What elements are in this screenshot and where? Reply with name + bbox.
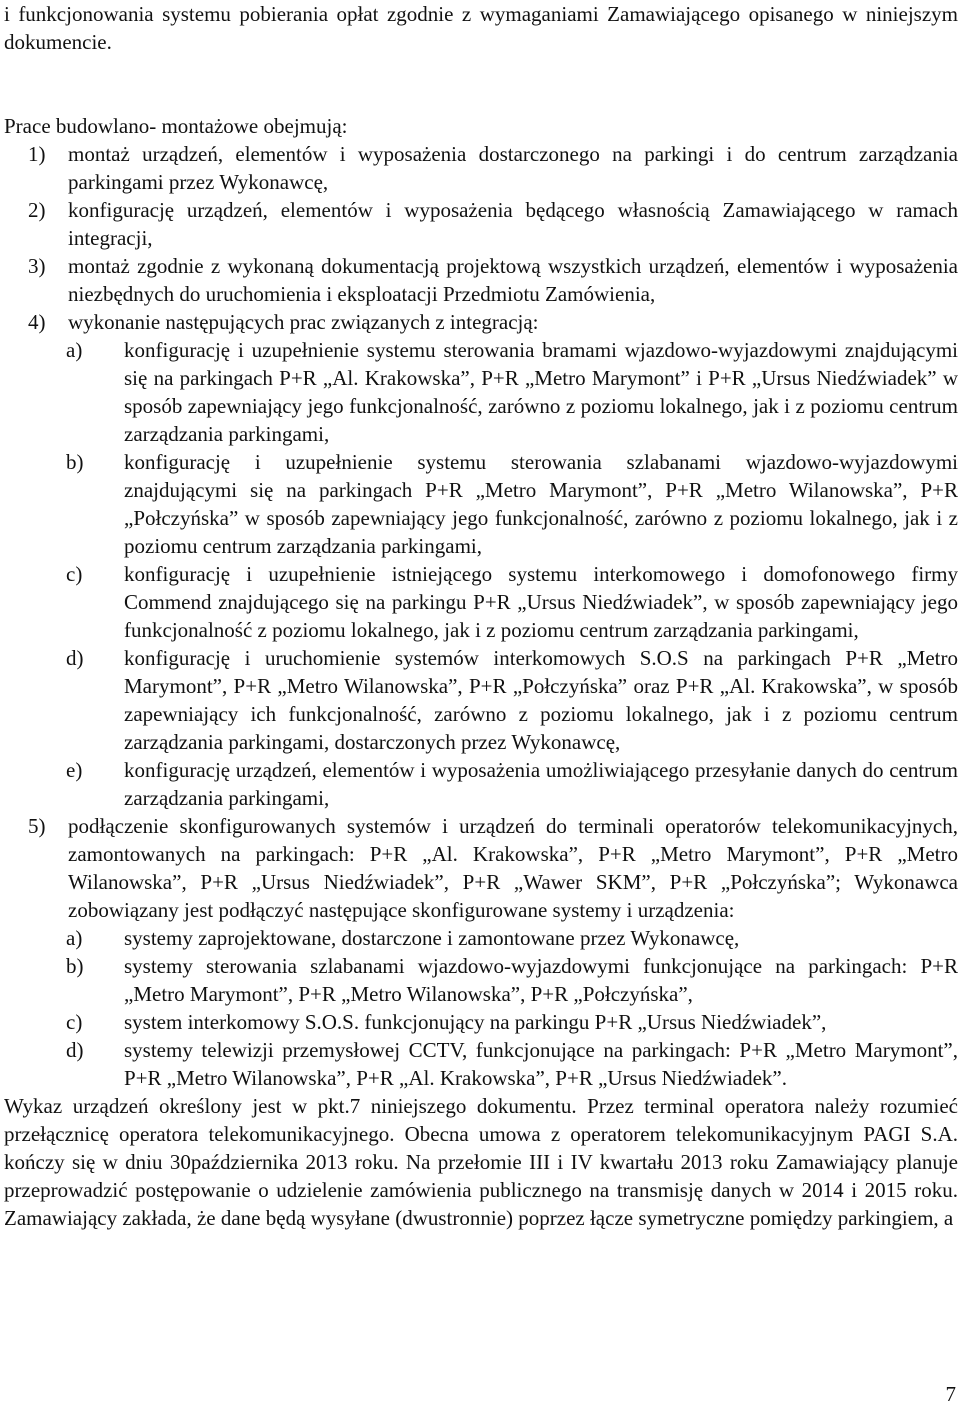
sub-list-letter: d) bbox=[66, 1038, 84, 1062]
sub-list-letter: c) bbox=[66, 1010, 83, 1034]
page-number: 7 bbox=[945, 1382, 956, 1406]
sub-item-4c bbox=[64, 560, 958, 644]
sub-list-text: konfigurację i uruchomienie systemów interkomowych S.O.S na parkingach P+R „Metro Marymont”, P+R „Metro Wilanowska”, P+R „Połczyńska” oraz P+R „Al. Krakowska”, w sposób zapewniający ich funkcjonalność, zarówno z poziomu lokalnego, jak i z poziomu centrum zarządzania parkingami, dostarczonych przez Wykonawcę, bbox=[124, 646, 958, 754]
sub-item-4d bbox=[64, 644, 958, 756]
sub-list-letter: a) bbox=[66, 926, 83, 950]
list-text: montaż zgodnie z wykonaną dokumentacją projektową wszystkich urządzeń, elementów i wyposażenia niezbędnych do uruchomienia i eksploatacji Przedmiotu Zamówienia, bbox=[68, 254, 958, 306]
list-number: 1) bbox=[28, 142, 46, 166]
sub-item-5c bbox=[64, 1008, 958, 1036]
sub-item-5d bbox=[64, 1036, 958, 1092]
list-number: 4) bbox=[28, 310, 46, 334]
list-item-1 bbox=[4, 140, 958, 196]
list-item-5 bbox=[4, 812, 958, 924]
sub-list-text: systemy zaprojektowane, dostarczone i zamontowane przez Wykonawcę, bbox=[124, 926, 740, 950]
list-text: montaż urządzeń, elementów i wyposażenia dostarczonego na parkingi i do centrum zarządzania parkingami przez Wykonawcę, bbox=[68, 142, 958, 194]
sub-list-text: systemy telewizji przemysłowej CCTV, funkcjonujące na parkingach: P+R „Metro Marymont”, P+R „Metro Wilanowska”, P+R „Al. Krakowska”, P+R „Ursus Niedźwiadek”. bbox=[124, 1038, 958, 1090]
list-item-3 bbox=[4, 252, 958, 308]
sub-list-letter: d) bbox=[66, 646, 84, 670]
sub-list-letter: e) bbox=[66, 758, 83, 782]
sub-list-letter: a) bbox=[66, 338, 83, 362]
list-number: 2) bbox=[28, 198, 46, 222]
sub-item-4a bbox=[64, 336, 958, 448]
closing-paragraph: Wykaz urządzeń określony jest w pkt.7 niniejszego dokumentu. Przez terminal operatora należy rozumieć przełącznicę operatora telekomunikacyjnego. Obecna umowa z operatorem telekomunikacyjnym PAGI S.A. kończy się w dniu 30października 2013 roku. Na przełomie III i IV kwartału 2013 roku Zamawiający planuje przeprowadzić postępowanie o udzielenie zamówienia publicznego na transmisję danych w 2014 i 2015 roku. Zamawiający zakłada, że dane będą wysyłane (dwustronnie) poprzez łącze symetryczne pomiędzy parkingiem, a bbox=[4, 1094, 958, 1230]
list-text: podłączenie skonfigurowanych systemów i urządzeń do terminali operatorów telekomunikacyjnych, zamontowanych na parkingach: P+R „Al. Krakowska”, P+R „Metro Marymont”, P+R „Metro Wilanowska”, P+R „Ursus Niedźwiadek”, P+R „Wawer SKM”, P+R „Połczyńska”; Wykonawca zobowiązany jest podłączyć następujące skonfigurowane systemy i urządzenia: bbox=[68, 814, 958, 922]
list-item-2 bbox=[4, 196, 958, 252]
sub-list-letter: c) bbox=[66, 562, 83, 586]
sub-list-letter: b) bbox=[66, 450, 84, 474]
list-number: 5) bbox=[28, 814, 46, 838]
document-page bbox=[4, 0, 958, 1232]
sub-item-5a bbox=[64, 924, 958, 952]
sub-list-text: konfigurację i uzupełnienie systemu sterowania szlabanami wjazdowo-wyjazdowymi znajdującymi się na parkingach P+R „Metro Marymont”, P+R „Metro Wilanowska”, P+R „Połczyńska” w sposób zapewniający jego funkcjonalność, zarówno z poziomu lokalnego, jak i z poziomu centrum zarządzania parkingami, bbox=[124, 450, 958, 558]
works-heading: Prace budowlano- montażowe obejmują: bbox=[4, 114, 348, 138]
list-number: 3) bbox=[28, 254, 46, 278]
paragraph-gap bbox=[4, 56, 958, 112]
sub-list-text: konfigurację urządzeń, elementów i wyposażenia umożliwiającego przesyłanie danych do centrum zarządzania parkingami, bbox=[124, 758, 958, 810]
sub-item-4b bbox=[64, 448, 958, 560]
list-text: wykonanie następujących prac związanych z integracją: bbox=[68, 310, 539, 334]
sub-list-text: konfigurację i uzupełnienie istniejącego systemu interkomowego i domofonowego firmy Commend znajdującego się na parkingu P+R „Ursus Niedźwiadek”, w sposób zapewniający jego funkcjonalność z poziomu lokalnego, jak i z poziomu centrum zarządzania parkingami, bbox=[124, 562, 958, 642]
list-text: konfigurację urządzeń, elementów i wyposażenia będącego własnością Zamawiającego w ramach integracji, bbox=[68, 198, 958, 250]
sub-item-5b bbox=[64, 952, 958, 1008]
sub-item-4e bbox=[64, 756, 958, 812]
list-item-4 bbox=[4, 308, 958, 336]
intro-paragraph: i funkcjonowania systemu pobierania opłat zgodnie z wymaganiami Zamawiającego opisanego w niniejszym dokumencie. bbox=[4, 2, 958, 54]
sub-list-letter: b) bbox=[66, 954, 84, 978]
sub-list-text: systemy sterowania szlabanami wjazdowo-wyjazdowymi funkcjonujące na parkingach: P+R „Metro Marymont”, P+R „Metro Wilanowska”, P+R „Połczyńska”, bbox=[124, 954, 958, 1006]
sub-list-text: konfigurację i uzupełnienie systemu sterowania bramami wjazdowo-wyjazdowymi znajdującymi się na parkingach P+R „Al. Krakowska”, P+R „Metro Marymont” i P+R „Ursus Niedźwiadek” w sposób zapewniający jego funkcjonalność, zarówno z poziomu lokalnego, jak i z poziomu centrum zarządzania parkingami, bbox=[124, 338, 958, 446]
sub-list-text: system interkomowy S.O.S. funkcjonujący na parkingu P+R „Ursus Niedźwiadek”, bbox=[124, 1010, 827, 1034]
